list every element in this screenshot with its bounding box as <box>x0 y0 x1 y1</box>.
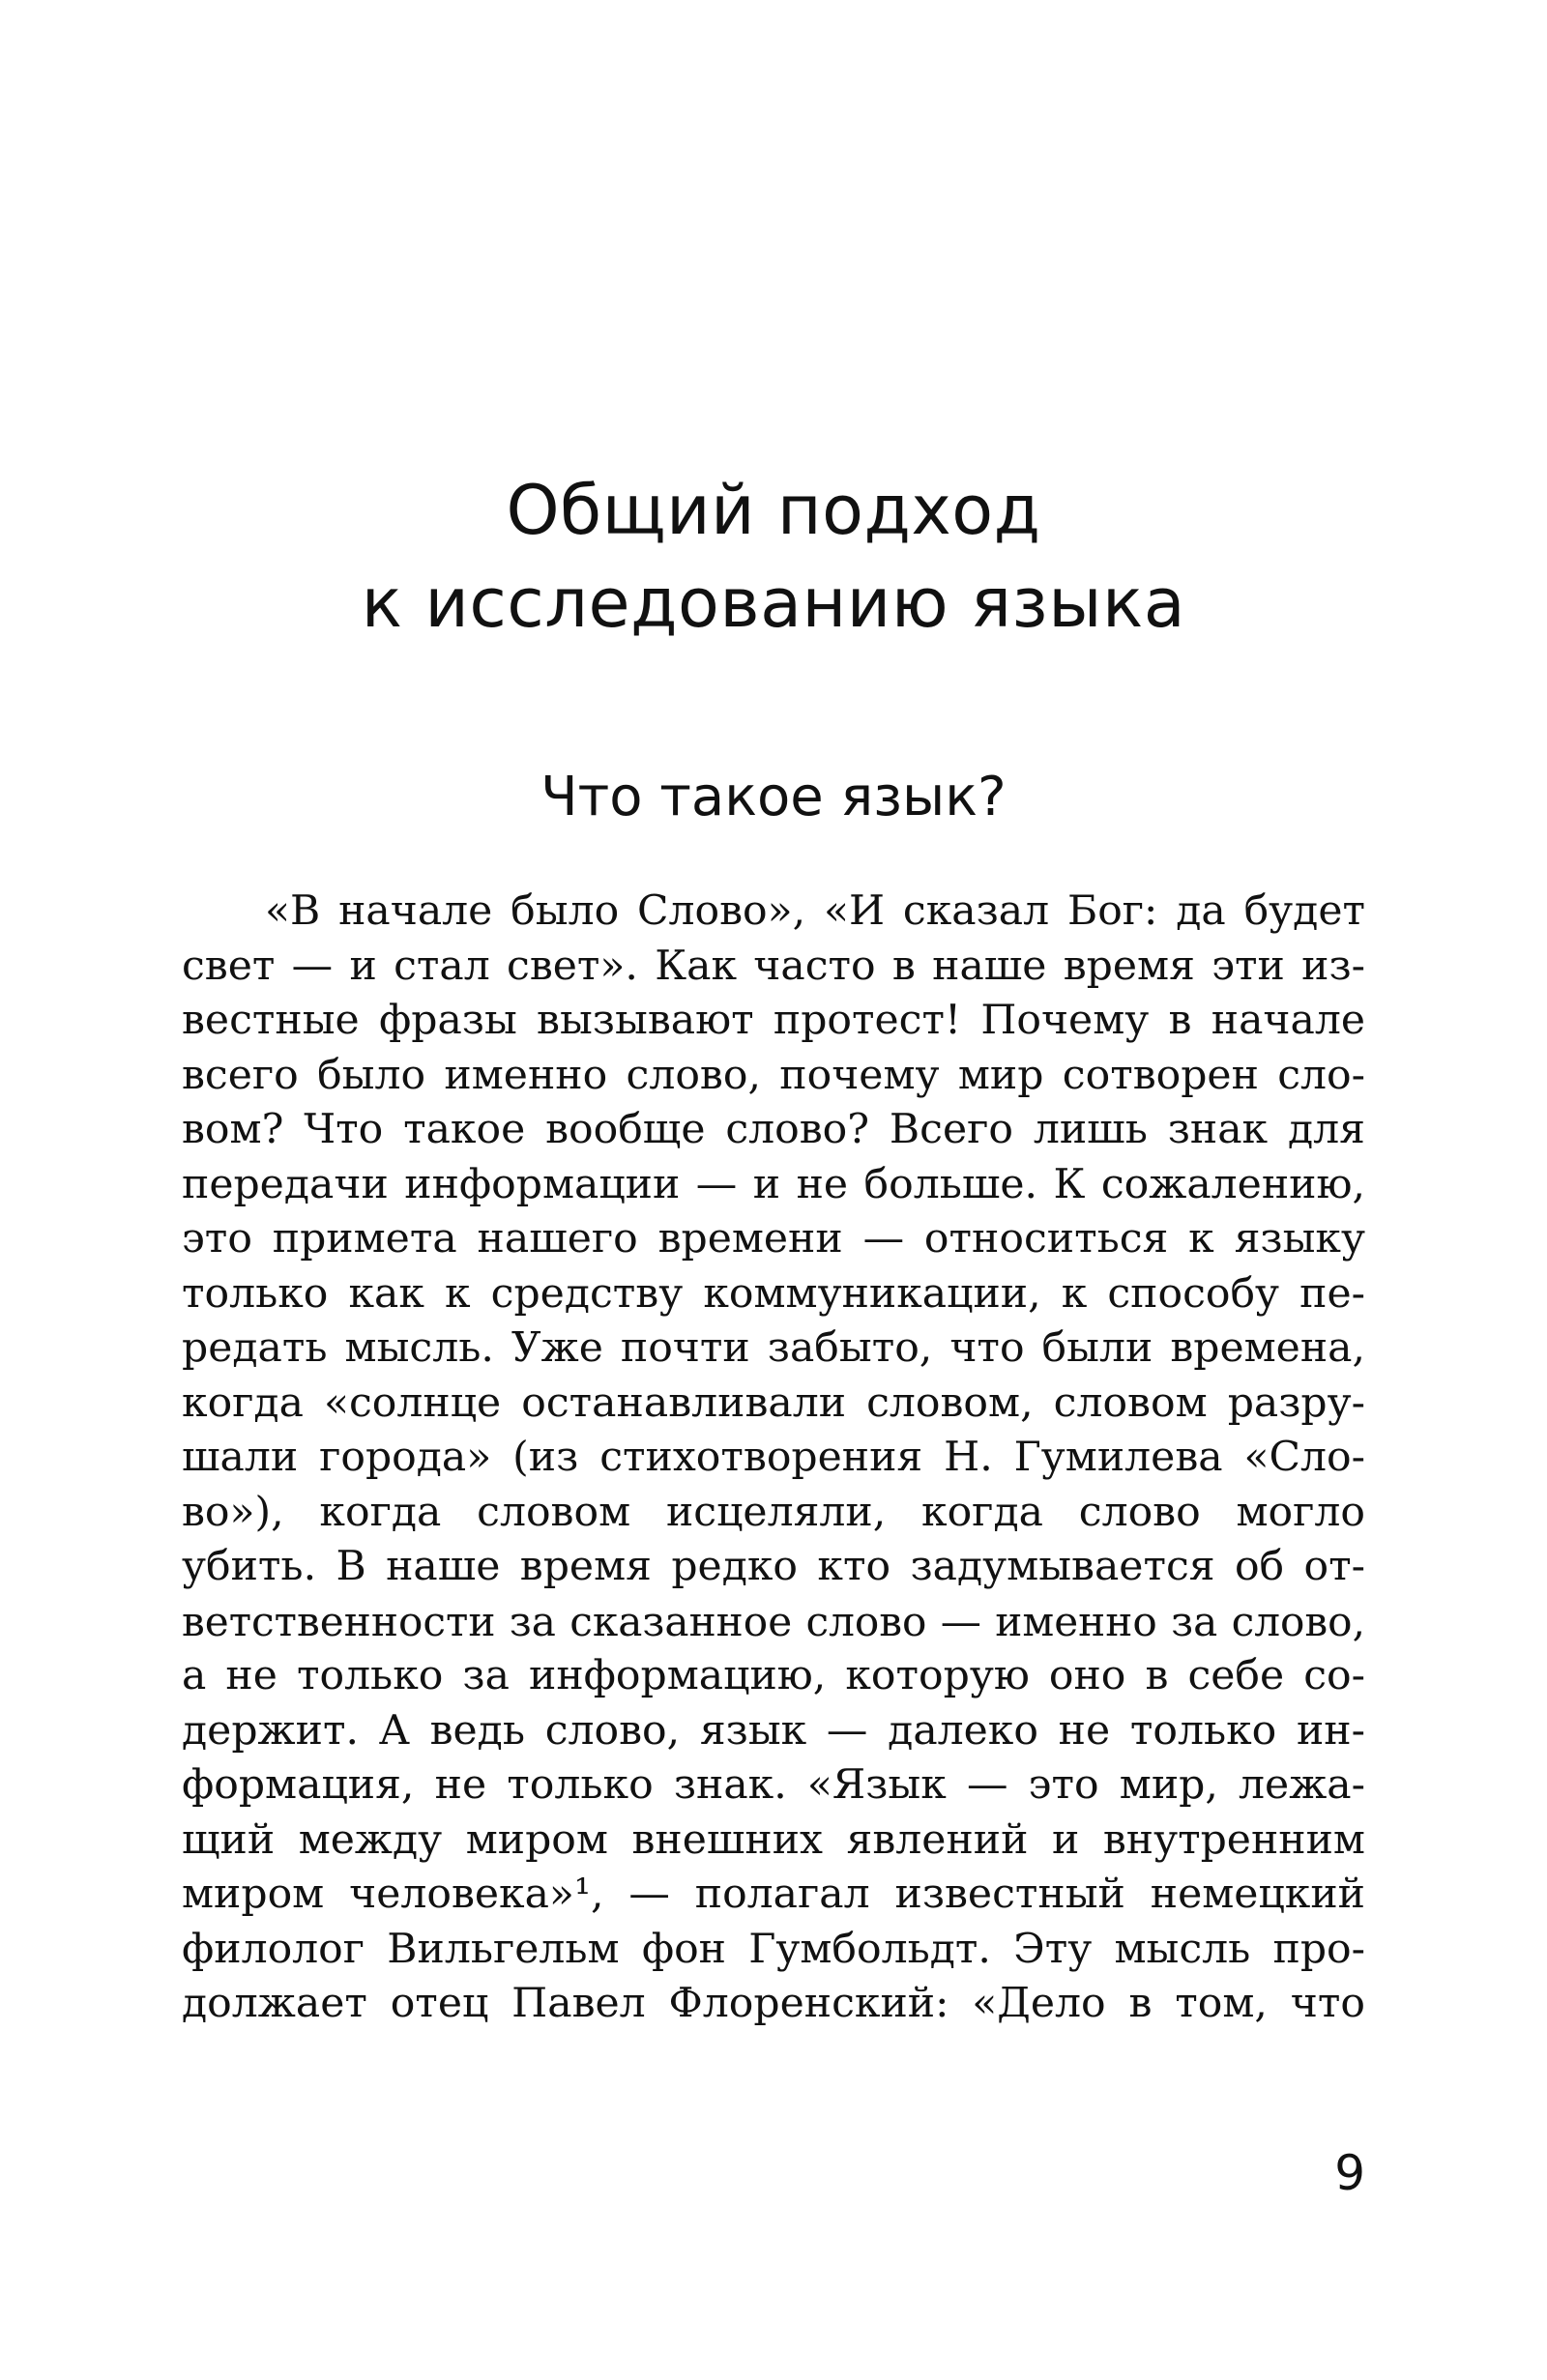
text-line: шали города» (из стихотворения Н. Гумилева «Сло- <box>182 1434 1365 1481</box>
text-line: передачи информации — и не больше. К сожалению, <box>182 1160 1365 1208</box>
text-line: миром человека»¹, — полагал известный немецкий <box>182 1871 1365 1918</box>
chapter-title-line-2: к исследованию языка <box>361 564 1186 643</box>
text-line: формация, не только знак. «Язык — это мир, лежа- <box>182 1761 1365 1809</box>
text-line: всего было именно слово, почему мир сотворен сло- <box>182 1051 1365 1099</box>
text-line: свет — и стал свет». Как часто в наше время эти из- <box>182 942 1365 990</box>
text-line: только как к средству коммуникации, к способу пе- <box>182 1269 1365 1318</box>
text-line: держит. А ведь слово, язык — далеко не только ин- <box>182 1706 1365 1755</box>
section-title: Что такое язык? <box>540 766 1007 828</box>
page-number: 9 <box>1334 2145 1365 2201</box>
chapter-title <box>0 464 1547 650</box>
text-line: щий между миром внешних явлений и внутренним <box>182 1815 1365 1864</box>
text-line: а не только за информацию, которую оно в себе со- <box>182 1652 1365 1699</box>
text-line: вестные фразы вызывают протест! Почему в начале <box>182 997 1365 1044</box>
text-line: ветственности за сказанное слово — именно за слово, <box>182 1597 1365 1645</box>
chapter-title-line-1: Общий подход <box>506 471 1041 550</box>
text-line: вом? Что такое вообще слово? Всего лишь знак для <box>182 1106 1365 1153</box>
text-line: убить. В наше время редко кто задумывается об от- <box>182 1543 1365 1590</box>
text-line: филолог Вильгельм фон Гумбольдт. Эту мысль про- <box>182 1925 1365 1973</box>
text-line: редать мысль. Уже почти забыто, что были времена, <box>182 1324 1365 1372</box>
body-paragraph <box>182 885 1365 2032</box>
text-line: «В начале было Слово», «И сказал Бог: да будет <box>265 887 1365 935</box>
text-line: во»), когда словом исцеляли, когда слово могло <box>182 1488 1365 1536</box>
text-line: когда «солнце останавливали словом, словом разру- <box>182 1379 1365 1427</box>
text-line: должает отец Павел Флоренский: «Дело в том, что <box>182 1980 1365 2027</box>
text-line: это примета нашего времени — относиться к языку <box>182 1215 1365 1263</box>
